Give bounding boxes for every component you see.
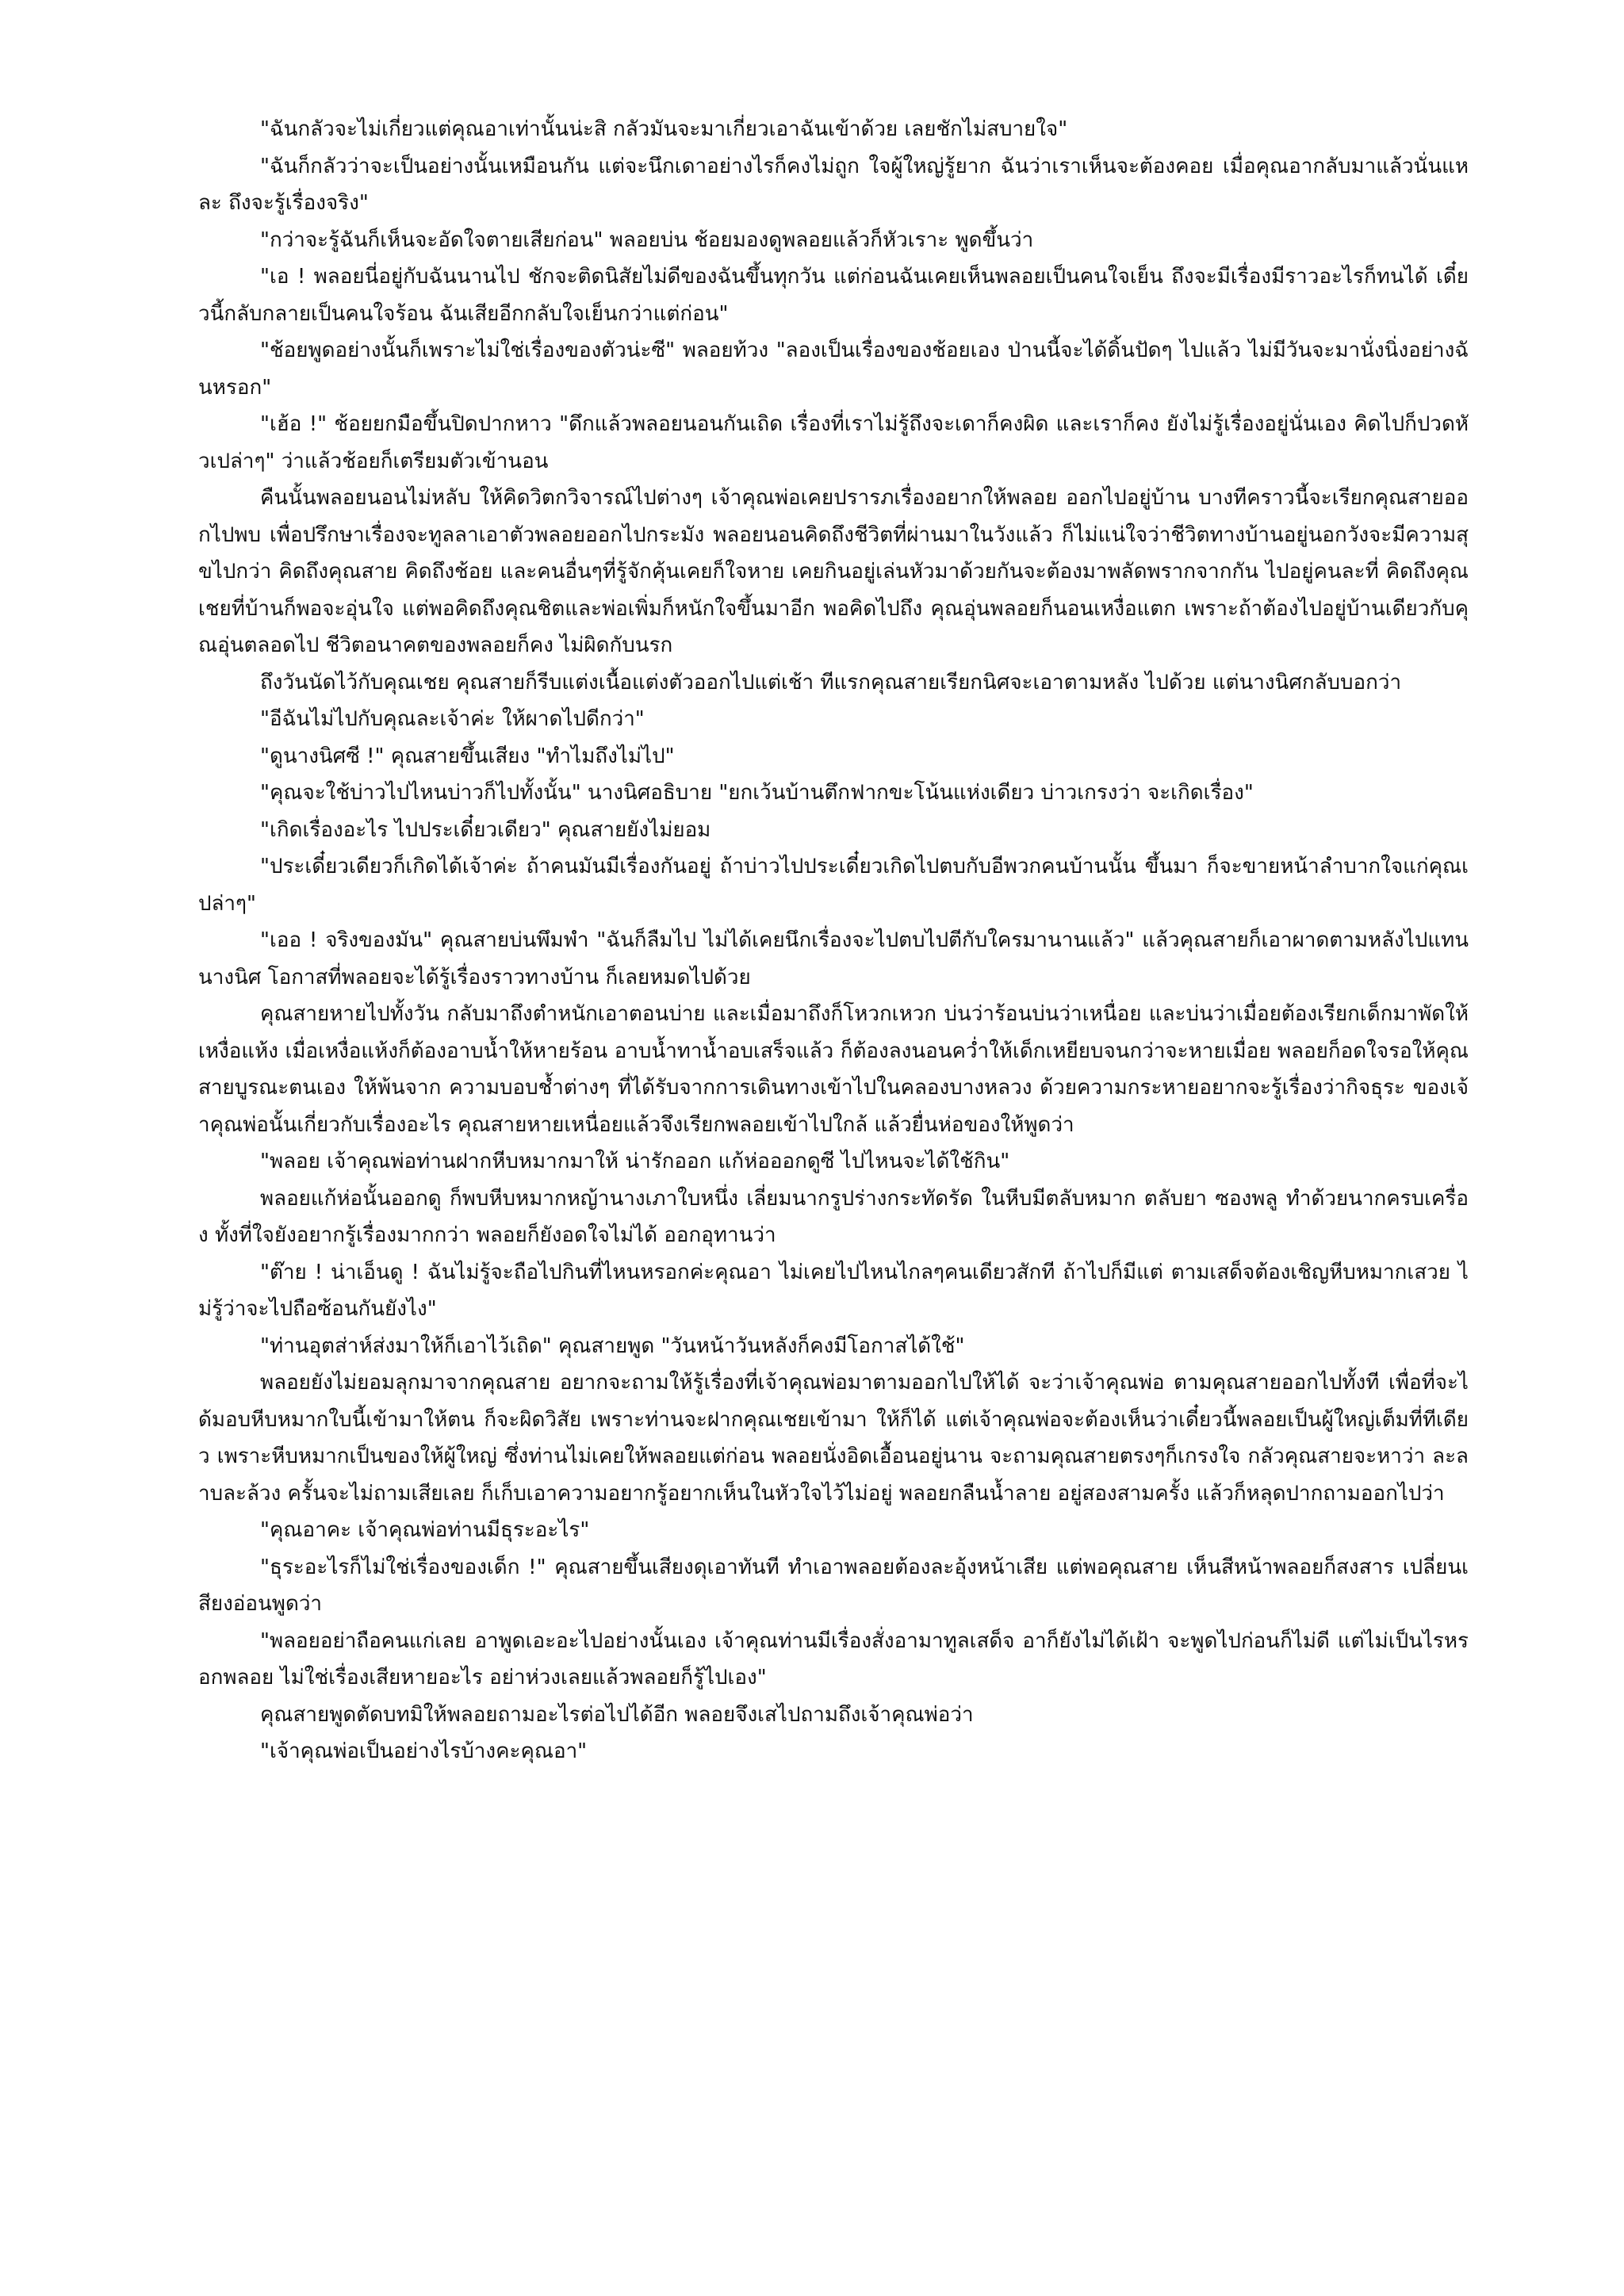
paragraph: "ต๊าย ! น่าเอ็นดู ! ฉันไม่รู้จะถือไปกินที่ไหนหรอกค่ะคุณอา ไม่เคยไปไหนไกลๆคนเดียวสักที ถ้าไปก็มีแต่ ตามเสด็จต้องเชิญหีบหมากเสวย ไม่รู้ว่าจะไปถือซ้อนกันยังไง" [198, 1260, 1469, 1321]
paragraph: "เกิดเรื่องอะไร ไปประเดี๋ยวเดียว" คุณสายยังไม่ยอม [260, 817, 711, 842]
paragraph: พลอยยังไม่ยอมลุกมาจากคุณสาย อยากจะถามให้รู้เรื่องที่เจ้าคุณพ่อมาตามออกไปให้ได้ จะว่าเจ้าคุณพ่อ ตามคุณสายออกไปทั้งที เพื่อที่จะได้มอบหีบหมากใบนี้เข้ามาให้ตน ก็จะผิดวิสัย เพราะท่านจะฝากคุณเชยเข้ามา ให้ก็ได้ แต่เจ้าคุณพ่อจะต้องเห็นว่าเดี๋ยวนี้พลอยเป็นผู้ใหญ่เต็มที่ทีเดียว เพราะหีบหมากเป็นของให้ผู้ใหญ่ ซึ่งท่านไม่เคยให้พลอยแต่ก่อน พลอยนั่งอิดเอื้อนอยู่นาน จะถามคุณสายตรงๆก็เกรงใจ กลัวคุณสายจะหาว่า ละลาบละล้วง ครั้นจะไม่ถามเสียเลย ก็เก็บเอาความอยากรู้อยากเห็นในหัวใจไว้ไม่อยู่ พลอยกลืนน้ำลาย อยู่สองสามครั้ง แล้วก็หลุดปากถามออกไปว่า [198, 1371, 1469, 1506]
paragraph: "ท่านอุตส่าห์ส่งมาให้ก็เอาไว้เถิด" คุณสายพูด "วันหน้าวันหลังก็คงมีโอกาสได้ใช้" [260, 1334, 965, 1358]
paragraph: พลอยแก้ห่อนั้นออกดู ก็พบหีบหมากหญ้านางเภาใบหนึ่ง เลี่ยมนากรูปร่างกระทัดรัด ในหีบมีตลับหมาก ตลับยา ซองพลู ทำด้วยนากครบเครื่อง ทั้งที่ใจยังอยากรู้เรื่องมากกว่า พลอยก็ยังอดใจไม่ได้ ออกอุทานว่า [198, 1186, 1469, 1247]
document-body [198, 111, 1469, 1770]
paragraph: "คุณจะใช้บ่าวไปไหนบ่าวก็ไปทั้งนั้น" นางนิศอธิบาย "ยกเว้นบ้านตึกฟากขะโน้นแห่งเดียว บ่าวเกรงว่า จะเกิดเรื่อง" [260, 781, 1254, 805]
paragraph: "เฮ้อ !" ช้อยยกมือขึ้นปิดปากหาว "ดึกแล้วพลอยนอนกันเถิด เรื่องที่เราไม่รู้ถึงจะเดาก็คงผิด และเราก็คง ยังไม่รู้เรื่องอยู่นั่นเอง คิดไปก็ปวดหัวเปล่าๆ" ว่าแล้วช้อยก็เตรียมตัวเข้านอน [198, 412, 1469, 473]
paragraph: "เจ้าคุณพ่อเป็นอย่างไรบ้างคะคุณอา" [260, 1739, 588, 1763]
paragraph: "ดูนางนิศซี !" คุณสายขึ้นเสียง "ทำไมถึงไม่ไป" [260, 744, 675, 768]
paragraph: "พลอย เจ้าคุณพ่อท่านฝากหีบหมากมาให้ น่ารักออก แก้ห่อออกดูซี ไปไหนจะได้ใช้กิน" [260, 1150, 1010, 1173]
paragraph: "ฉันกลัวจะไม่เกี่ยวแต่คุณอาเท่านั้นน่ะสิ กลัวมันจะมาเกี่ยวเอาฉันเข้าด้วย เลยชักไม่สบายใจ" [260, 117, 1068, 141]
paragraph: "ช้อยพูดอย่างนั้นก็เพราะไม่ใช่เรื่องของตัวน่ะซี" พลอยท้วง "ลองเป็นเรื่องของช้อยเอง ป่านนี้จะได้ดิ้นปัดๆ ไปแล้ว ไม่มีวันจะมานั่งนิ่งอย่างฉันหรอก" [198, 339, 1469, 400]
paragraph: คืนนั้นพลอยนอนไม่หลับ ให้คิดวิตกวิจารณ์ไปต่างๆ เจ้าคุณพ่อเคยปรารภเรื่องอยากให้พลอย ออกไปอยู่บ้าน บางทีคราวนี้จะเรียกคุณสายออกไปพบ เพื่อปรึกษาเรื่องจะทูลลาเอาตัวพลอยออกไปกระมัง พลอยนอนคิดถึงชีวิตที่ผ่านมาในวังแล้ว ก็ไม่แน่ใจว่าชีวิตทางบ้านอยู่นอกวังจะมีความสุขไปกว่า คิดถึงคุณสาย คิดถึงช้อย และคนอื่นๆที่รู้จักคุ้นเคยก็ใจหาย เคยกินอยู่เล่นหัวมาด้วยกันจะต้องมาพลัดพรากจากกัน ไปอยู่คนละที่ คิดถึงคุณเชยที่บ้านก็พอจะอุ่นใจ แต่พอคิดถึงคุณชิตและพ่อเพิ่มก็หนักใจขึ้นมาอีก พอคิดไปถึง คุณอุ่นพลอยก็นอนเหงื่อแตก เพราะถ้าต้องไปอยู่บ้านเดียวกับคุณอุ่นตลอดไป ชีวิตอนาคตของพลอยก็คง ไม่ผิดกับนรก [198, 486, 1469, 657]
paragraph: "อีฉันไม่ไปกับคุณละเจ้าค่ะ ให้ผาดไปดีกว่า" [260, 707, 645, 731]
paragraph: "กว่าจะรู้ฉันก็เห็นจะอัดใจตายเสียก่อน" พลอยบ่น ช้อยมองดูพลอยแล้วก็หัวเราะ พูดขึ้นว่า [260, 228, 1034, 252]
paragraph: "เอ ! พลอยนี่อยู่กับฉันนานไป ชักจะติดนิสัยไม่ดีของฉันขึ้นทุกวัน แต่ก่อนฉันเคยเห็นพลอยเป็นคนใจเย็น ถึงจะมีเรื่องมีราวอะไรก็ทนได้ เดี๋ยวนี้กลับกลายเป็นคนใจร้อน ฉันเสียอีกกลับใจเย็นกว่าแต่ก่อน" [198, 265, 1469, 326]
paragraph: "ประเดี๋ยวเดียวก็เกิดได้เจ้าค่ะ ถ้าคนมันมีเรื่องกันอยู่ ถ้าบ่าวไปประเดี๋ยวเกิดไปตบกับอีพวกคนบ้านนั้น ขึ้นมา ก็จะขายหน้าลำบากใจแก่คุณเปล่าๆ" [198, 855, 1469, 916]
paragraph: "เออ ! จริงของมัน" คุณสายบ่นพึมพำ "ฉันก็ลืมไป ไม่ได้เคยนึกเรื่องจะไปตบไปตีกับใครมานานแล้ว" แล้วคุณสายก็เอาผาดตามหลังไปแทนนางนิศ โอกาสที่พลอยจะได้รู้เรื่องราวทางบ้าน ก็เลยหมดไปด้วย [198, 928, 1469, 989]
paragraph: ถึงวันนัดไว้กับคุณเชย คุณสายก็รีบแต่งเนื้อแต่งตัวออกไปแต่เช้า ทีแรกคุณสายเรียกนิศจะเอาตามหลัง ไปด้วย แต่นางนิศกลับบอกว่า [260, 670, 1402, 695]
paragraph: คุณสายพูดตัดบทมิให้พลอยถามอะไรต่อไปได้อีก พลอยจึงเสไปถามถึงเจ้าคุณพ่อว่า [260, 1702, 974, 1727]
paragraph: "ฉันก็กลัวว่าจะเป็นอย่างนั้นเหมือนกัน แต่จะนึกเดาอย่างไรก็คงไม่ถูก ใจผู้ใหญ่รู้ยาก ฉันว่าเราเห็นจะต้องคอย เมื่อคุณอากลับมาแล้วนั่นแหละ ถึงจะรู้เรื่องจริง" [198, 154, 1469, 215]
paragraph: "พลอยอย่าถือคนแก่เลย อาพูดเอะอะไปอย่างนั้นเอง เจ้าคุณท่านมีเรื่องสั่งอามาทูลเสด็จ อาก็ยังไม่ได้เฝ้า จะพูดไปก่อนก็ไม่ดี แต่ไม่เป็นไรหรอกพลอย ไม่ใช่เรื่องเสียหายอะไร อย่าห่วงเลยแล้วพลอยก็รู้ไปเอง" [198, 1628, 1469, 1689]
paragraph: "คุณอาคะ เจ้าคุณพ่อท่านมีธุระอะไร" [260, 1518, 590, 1542]
paragraph: "ธุระอะไรก็ไม่ใช่เรื่องของเด็ก !" คุณสายขึ้นเสียงดุเอาทันที ทำเอาพลอยต้องละอุ้งหน้าเสีย แต่พอคุณสาย เห็นสีหน้าพลอยก็สงสาร เปลี่ยนเสียงอ่อนพูดว่า [198, 1555, 1469, 1616]
paragraph: คุณสายหายไปทั้งวัน กลับมาถึงตำหนักเอาตอนบ่าย และเมื่อมาถึงก็โหวกเหวก บ่นว่าร้อนบ่นว่าเหนื่อย และบ่นว่าเมื่อยต้องเรียกเด็กมาพัดให้เหงื่อแห้ง เมื่อเหงื่อแห้งก็ต้องอาบน้ำให้หายร้อน อาบน้ำทาน้ำอบเสร็จแล้ว ก็ต้องลงนอนคว่ำให้เด็กเหยียบจนกว่าจะหายเมื่อย พลอยก็อดใจรอให้คุณสายบูรณะตนเอง ให้พ้นจาก ความบอบช้ำต่างๆ ที่ได้รับจากการเดินทางเข้าไปในคลองบางหลวง ด้วยความกระหายอยากจะรู้เรื่องว่ากิจธุระ ของเจ้าคุณพ่อนั้นเกี่ยวกับเรื่องอะไร คุณสายหายเหนื่อยแล้วจึงเรียกพลอยเข้าไปใกล้ แล้วยื่นห่อของให้พูดว่า [198, 1002, 1469, 1137]
